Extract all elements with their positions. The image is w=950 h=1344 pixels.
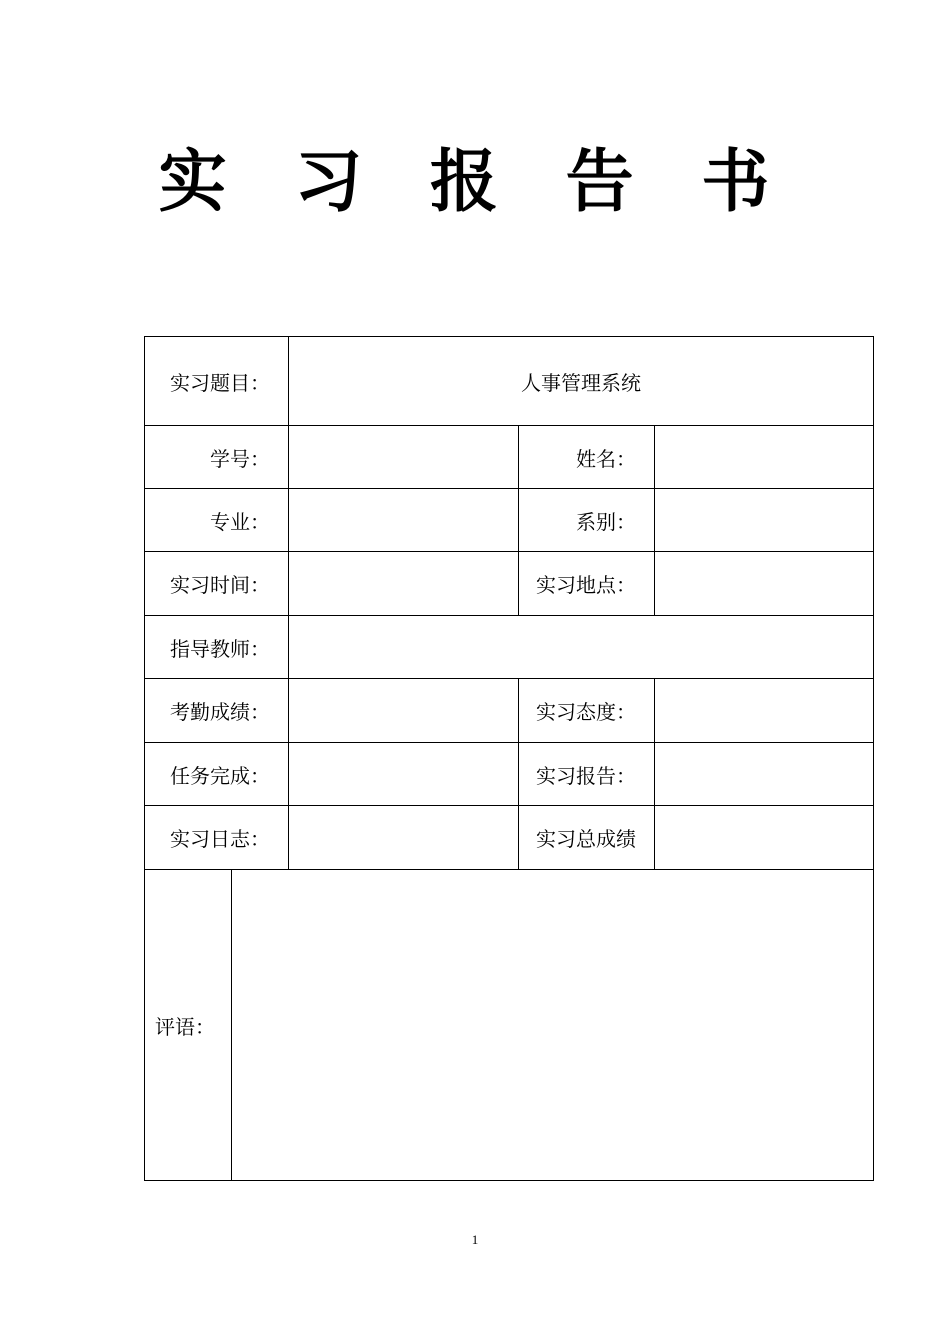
total-label: 实习总成绩 bbox=[519, 806, 655, 870]
location-label: 实习地点： bbox=[519, 552, 655, 616]
time-label: 实习时间： bbox=[145, 552, 289, 616]
attitude-label: 实习态度： bbox=[519, 679, 655, 743]
department-field[interactable] bbox=[655, 489, 874, 552]
major-field[interactable] bbox=[289, 489, 519, 552]
comment-field[interactable] bbox=[232, 870, 874, 1181]
name-label: 姓名： bbox=[519, 426, 655, 489]
student-id-label: 学号： bbox=[145, 426, 289, 489]
task-label: 任务完成： bbox=[145, 743, 289, 806]
document-title: 实 习 报 告 书 bbox=[158, 142, 792, 222]
major-label: 专业： bbox=[145, 489, 289, 552]
advisor-field[interactable] bbox=[289, 616, 874, 679]
time-field[interactable] bbox=[289, 552, 519, 616]
page-number: 1 bbox=[471, 1232, 479, 1247]
task-field[interactable] bbox=[289, 743, 519, 806]
advisor-label: 指导教师： bbox=[145, 616, 289, 679]
attitude-field[interactable] bbox=[655, 679, 874, 743]
total-field[interactable] bbox=[655, 806, 874, 870]
row-student-id bbox=[145, 426, 874, 489]
student-id-field[interactable] bbox=[289, 426, 519, 489]
log-field[interactable] bbox=[289, 806, 519, 870]
log-label: 实习日志： bbox=[145, 806, 289, 870]
name-field[interactable] bbox=[655, 426, 874, 489]
report-field[interactable] bbox=[655, 743, 874, 806]
row-log bbox=[145, 806, 874, 870]
row-major bbox=[145, 489, 874, 552]
row-task bbox=[145, 743, 874, 806]
attendance-label: 考勤成绩： bbox=[145, 679, 289, 743]
department-label: 系别： bbox=[519, 489, 655, 552]
row-comment bbox=[145, 870, 874, 1181]
comment-label: 评语： bbox=[145, 870, 232, 1181]
location-field[interactable] bbox=[655, 552, 874, 616]
attendance-field[interactable] bbox=[289, 679, 519, 743]
row-project bbox=[145, 337, 874, 426]
row-attendance bbox=[145, 679, 874, 743]
row-time bbox=[145, 552, 874, 616]
row-advisor bbox=[145, 616, 874, 679]
report-label: 实习报告： bbox=[519, 743, 655, 806]
project-value[interactable]: 人事管理系统 bbox=[289, 337, 874, 426]
project-label: 实习题目： bbox=[145, 337, 289, 426]
internship-report-form bbox=[144, 336, 874, 1181]
